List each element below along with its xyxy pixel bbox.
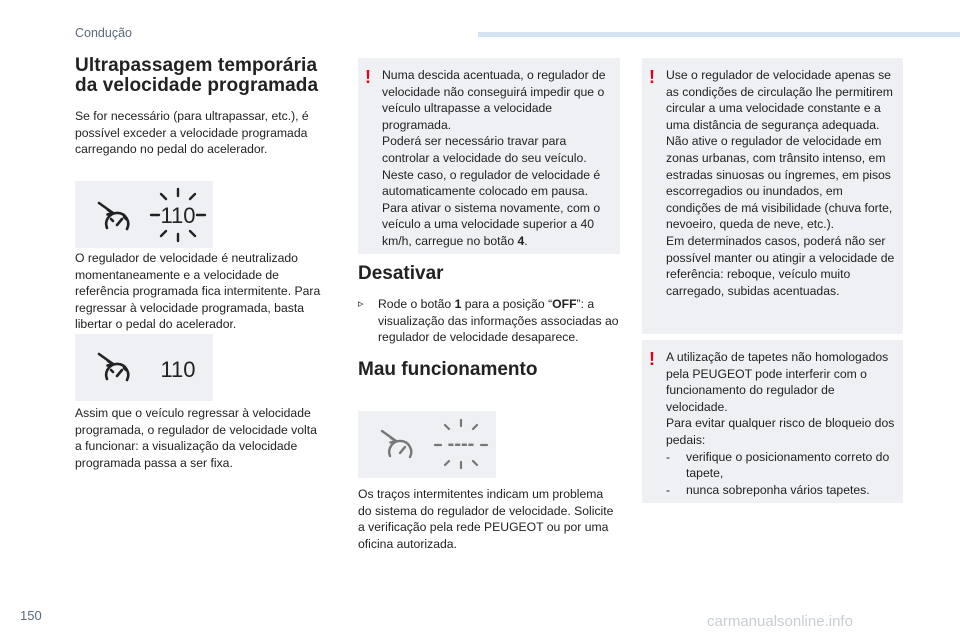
speed-value: 110: [160, 203, 196, 228]
warning-mats-line1: A utilização de tapetes não homologados pela PEUGEOT pode interferir com o funcionamento do regulador de velocidade.: [666, 350, 889, 414]
warning-box-usage: [642, 58, 903, 334]
page-number: 150: [20, 608, 42, 623]
fault-dashes: ----: [447, 433, 475, 455]
warning-box-mats: [642, 340, 903, 503]
list-item: - verifique o posicionamento correto do tapete,: [666, 449, 890, 481]
warning-mats-line2: Para evitar qualquer risco de bloqueio dos pedais:: [666, 416, 895, 447]
deactivate-heading: Desativar: [358, 263, 444, 284]
speed-display-fault: [358, 411, 496, 478]
warning-descent-line3: Neste caso, o regulador de velocidade é automaticamente colocado em pausa. Para ativar o sistema novamente, com o veículo a uma velocidade superior a 40 km/h, carregue no botão 4.: [382, 167, 601, 248]
warning-usage-line1: Use o regulador de velocidade apenas se as condições de circulação lhe permitirem circular a uma velocidade constante e a uma distância de segurança adequada.: [666, 68, 893, 132]
watermark: carmanualsonline.info: [707, 613, 853, 630]
cruise-control-fault-icon: [358, 411, 496, 478]
warning-usage-line2: Não ative o regulador de velocidade em zonas urbanas, com trânsito intenso, em estradas sinuosas ou íngremes, em pisos escorregadios ou inundados, em condições de má visibilidade (chuva forte, nevoeiro, queda de neve, etc.).: [666, 134, 893, 232]
page-title: [75, 56, 327, 96]
column-left: [75, 56, 327, 158]
resume-paragraph: Assim que o veículo regressar à velocidade programada, o regulador de velocidade volta a funcionar: a visualização da velocidade programada passa a ser fixa.: [75, 406, 317, 470]
title-line-2: da velocidade programada: [75, 75, 319, 96]
bullet-arrow-icon: ▹: [358, 298, 364, 310]
warning-descent-line2: Poderá ser necessário travar para controlar a velocidade do seu veículo.: [382, 134, 587, 165]
header-bar: [478, 32, 960, 37]
warning-icon-mats: !: [649, 349, 655, 369]
title-line-1: Ultrapassagem temporária: [75, 55, 318, 76]
malfunction-heading: Mau funcionamento: [358, 359, 538, 380]
speed-display-fixed: [75, 334, 213, 401]
warning-usage-line3: Em determinados casos, poderá não ser possível manter ou atingir a velocidade de referência: reboque, veículo muito carregado, subidas acentuadas.: [666, 233, 895, 298]
warning-icon-usage: !: [649, 67, 655, 87]
cruise-control-icon-2: [75, 334, 213, 401]
list-item: - nunca sobreponha vários tapetes.: [666, 482, 870, 497]
warning-box-descent: [358, 58, 620, 254]
malfunction-paragraph: Os traços intermitentes indicam um problema do sistema do regulador de velocidade. Solicite a verificação pela rede PEUGEOT ou por uma oficina autorizada.: [358, 487, 614, 551]
speed-display-blinking: [75, 181, 213, 248]
warning-descent-line1: Numa descida acentuada, o regulador de velocidade não conseguirá impedir que o veículo ultrapasse a velocidade programada.: [382, 68, 606, 132]
section-label: Condução: [75, 26, 132, 40]
neutralized-paragraph: O regulador de velocidade é neutralizado momentaneamente e a velocidade de referência programada fica intermitente. Para regressar à velocidade programada, basta libertar o pedal do acelerador.: [75, 251, 321, 332]
warning-icon: !: [365, 67, 371, 87]
speed-value-fixed: 110: [160, 357, 196, 382]
deactivate-instruction: ▹ Rode o botão 1 para a posição “OFF”: a visualização das informações associadas ao regulador de velocidade desaparece.: [358, 297, 619, 345]
cruise-control-icon: [75, 181, 213, 248]
intro-paragraph: Se for necessário (para ultrapassar, etc.), é possível exceder a velocidade programada carregando no pedal do acelerador.: [75, 109, 309, 157]
